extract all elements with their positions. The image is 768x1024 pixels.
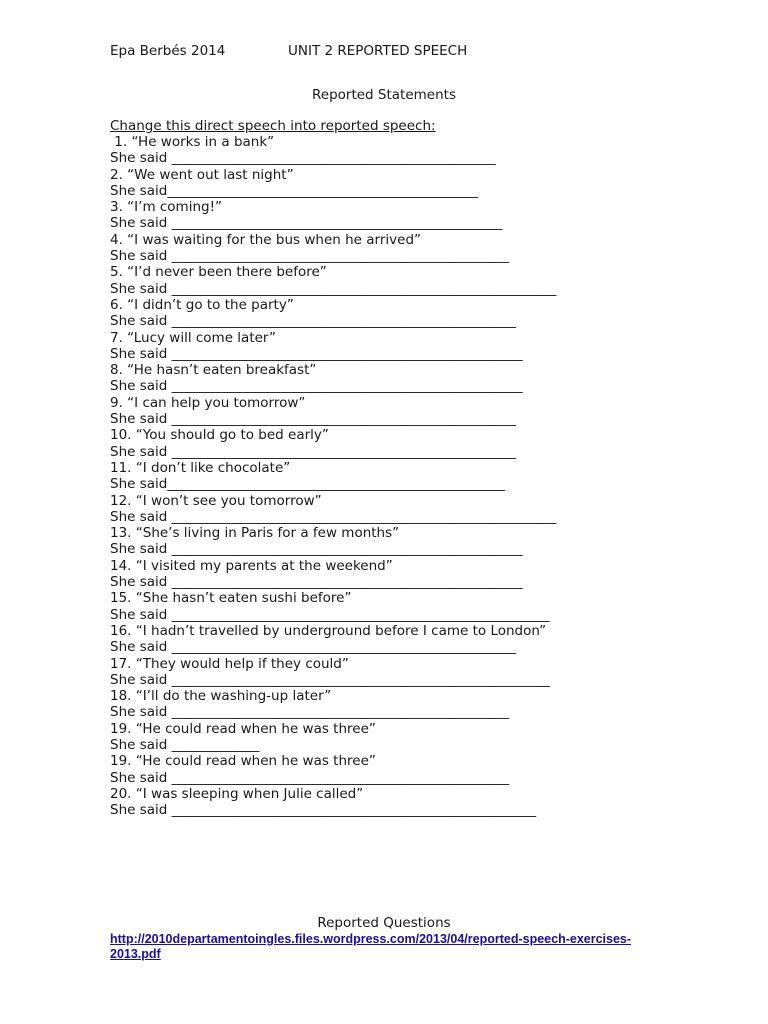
exercise-prompt: 13. “She’s living in Paris for a few months” — [110, 525, 400, 542]
answer-line: She said ________________________________________________________ — [110, 671, 550, 688]
exercise-prompt: 18. “I’ll do the washing-up later” — [110, 688, 332, 705]
answer-line: She said _____________ — [110, 736, 260, 753]
answer-line: She said __________________________________________________ — [110, 769, 510, 786]
answer-line: She said ______________________________________________________ — [110, 802, 537, 819]
author-year: Epa Berbés 2014 — [110, 43, 226, 59]
answer-line: She said ____________________________________________________ — [110, 541, 523, 558]
exercise-prompt: 8. “He hasn’t eaten breakfast” — [110, 362, 317, 379]
exercise-prompt: 16. “I hadn’t travelled by underground before I came to London” — [110, 622, 547, 639]
answer-line: She said _________________________________________________ — [110, 215, 503, 232]
answer-line: She said ____________________________________________________ — [110, 574, 523, 591]
source-link[interactable] — [110, 932, 631, 962]
answer-line: She said__________________________________________________ — [110, 476, 505, 493]
exercise-prompt: 12. “I won’t see you tomorrow” — [110, 492, 322, 509]
answer-line: She said ___________________________________________________ — [110, 639, 516, 656]
exercise-prompt: 19. “He could read when he was three” — [110, 753, 376, 770]
exercise-prompt: 15. “She hasn’t eaten sushi before” — [110, 590, 352, 607]
exercise-prompt: 4. “I was waiting for the bus when he arrived” — [110, 231, 422, 248]
instruction-text: Change this direct speech into reported speech: — [110, 118, 436, 134]
answer-line: She said______________________________________________ — [110, 182, 478, 199]
answer-line: She said _________________________________________________________ — [110, 508, 557, 525]
source-link-line-1: http://2010departamentoingles.files.wordpress.com/2013/04/reported-speech-exercises- — [110, 932, 632, 946]
answer-line: She said ________________________________________________ — [110, 150, 496, 167]
exercise-prompt: 1. “He works in a bank” — [110, 134, 275, 150]
exercise-prompt: 3. “I’m coming!” — [110, 199, 222, 216]
exercise-prompt: 6. “I didn’t go to the party” — [110, 296, 294, 313]
answer-line: She said ____________________________________________________ — [110, 378, 523, 395]
exercise-prompt: 11. “I don’t like chocolate” — [110, 459, 291, 476]
exercise-prompt: 19. “He could read when he was three” — [110, 720, 376, 737]
exercise-prompt: 2. “We went out last night” — [110, 166, 294, 183]
section-title-statements: Reported Statements — [312, 87, 456, 103]
answer-line: She said ________________________________________________________ — [110, 606, 550, 623]
exercise-prompt: 14. “I visited my parents at the weekend” — [110, 557, 393, 574]
exercise-prompt: 9. “I can help you tomorrow” — [110, 394, 306, 411]
answer-line: She said ____________________________________________________ — [110, 345, 523, 362]
answer-line: She said __________________________________________________ — [110, 704, 510, 721]
exercise-prompt: 17. “They would help if they could” — [110, 655, 349, 672]
answer-line: She said ___________________________________________________ — [110, 313, 516, 330]
exercise-prompt: 20. “I was sleeping when Julie called” — [110, 785, 364, 802]
exercise-prompt: 7. “Lucy will come later” — [110, 329, 277, 346]
exercise-prompt: 5. “I’d never been there before” — [110, 264, 327, 281]
answer-line: She said ___________________________________________________ — [110, 411, 516, 428]
answer-line: She said ___________________________________________________ — [110, 443, 516, 460]
exercise-prompt: 10. “You should go to bed early” — [110, 427, 329, 444]
exercise-list — [110, 134, 556, 818]
source-link-line-2: 2013.pdf — [110, 947, 161, 961]
answer-line: She said __________________________________________________ — [110, 248, 510, 265]
unit-title: UNIT 2 REPORTED SPEECH — [288, 43, 468, 59]
section-title-questions: Reported Questions — [317, 915, 451, 931]
answer-line: She said _________________________________________________________ — [110, 280, 557, 297]
